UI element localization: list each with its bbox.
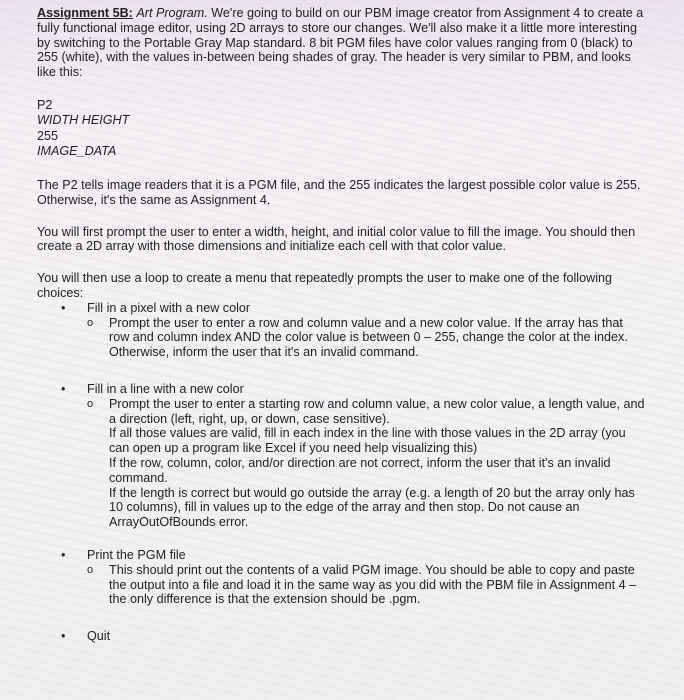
list-item [87, 316, 646, 360]
assignment-title: Art Program. [136, 6, 208, 20]
pgm-header-example [37, 98, 646, 160]
choice-label: Print the PGM file [87, 547, 186, 562]
intro-paragraph [37, 6, 646, 80]
sub-bullet-icon: o [87, 397, 94, 410]
bullet-icon: • [61, 381, 66, 396]
choice-detail: If the length is correct but would go outside the array (e.g. a length of 20 but the array only has 10 columns), fill in values up to the edge of the array and then stop. Do not cause an ArrayOutOfBounds error. [109, 485, 635, 530]
choice-detail: Prompt the user to enter a starting row and column value, a new color value, a length value, and a direction (left, right, up, or down, case sensitive). [109, 396, 645, 426]
pgm-line-data: IMAGE_DATA [37, 144, 117, 159]
list-item [87, 397, 646, 530]
assignment-heading: Assignment 5B: [37, 6, 133, 20]
menu-choices-list [37, 301, 646, 644]
intro-text: We're going to build on our PBM image creator from Assignment 4 to create a fully functional image editor, using 2D arrays to store our changes. We'll also make it a little more interesting by switching to the Portable Gray Map standard. 8 bit PGM files have color values ranging from 0 (black) to 255 (white), with the values in-between being shades of gray. The header is very similar to PBM, and looks like this: [37, 6, 644, 80]
choice-label: Quit [87, 629, 111, 644]
choice-detail: Prompt the user to enter a row and column value and a new color value. If the array has that row and column index AND the color value is between 0 – 255, change the color at the index. [109, 315, 628, 345]
choice-detail: This should print out the contents of a valid PGM image. You should be able to copy and paste the output into a file and load it in the same way as you did with the PBM file in Assignment 4 – the only difference is that the extension should be .pgm. [109, 562, 637, 607]
list-item [37, 301, 646, 360]
pgm-line-maxval: 255 [37, 128, 59, 143]
list-item [37, 382, 646, 530]
p2-explanation: The P2 tells image readers that it is a PGM file, and the 255 indicates the largest possible color value is 255. Otherwise, it's the same as Assignment 4. [37, 177, 641, 207]
pgm-line-dimensions: WIDTH HEIGHT [37, 113, 130, 128]
bullet-icon: • [61, 300, 66, 315]
sub-bullet-icon: o [87, 563, 94, 576]
choice-label: Fill in a line with a new color [87, 381, 244, 396]
pgm-line-p2: P2 [37, 97, 53, 112]
bullet-icon: • [61, 547, 66, 562]
list-item [37, 629, 646, 644]
list-item [37, 548, 646, 607]
choice-label: Fill in a pixel with a new color [87, 300, 251, 315]
bullet-icon: • [61, 629, 66, 644]
choice-detail: If the row, column, color, and/or direction are not correct, inform the user that it's an invalid command. [109, 455, 611, 485]
menu-intro: You will then use a loop to create a menu that repeatedly prompts the user to make one of the following choices: [37, 271, 613, 300]
choice-detail: If all those values are valid, fill in each index in the line with those values in the 2D array (you can open up a program like Excel if you need help visualizing this) [109, 426, 626, 456]
sub-bullet-icon: o [87, 316, 94, 329]
setup-instructions: You will first prompt the user to enter a width, height, and initial color value to fill the image. You should then create a 2D array with those dimensions and initialize each cell with that color value. [37, 224, 636, 254]
list-item [87, 563, 646, 607]
choice-detail: Otherwise, inform the user that it's an invalid command. [109, 345, 419, 360]
